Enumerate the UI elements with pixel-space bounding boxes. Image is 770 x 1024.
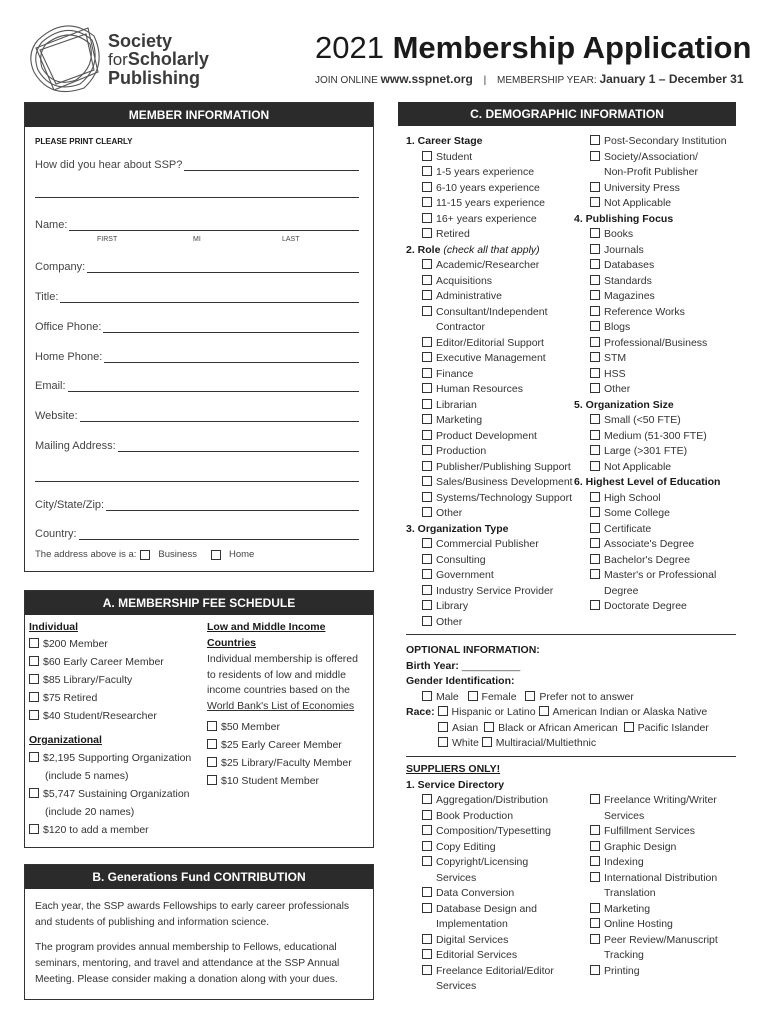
individual-fees: Individual $200 Member $60 Early Career Member $85 Library/Faculty $75 Retired $40 Student/Researcher Organizational $2,195 Supporting Organization (include 5 names) $5,747 Sustaining Organization (include 20 names) $120 to add a member xyxy=(29,619,204,839)
member-information-heading: MEMBER INFORMATION xyxy=(25,103,373,127)
org-type-option[interactable]: Not Applicable xyxy=(574,196,727,212)
service-option[interactable]: Database Design and xyxy=(406,902,554,918)
org-type-option[interactable]: University Press xyxy=(574,181,727,197)
ssp-logo xyxy=(28,20,228,94)
page-title: 2021 Membership Application xyxy=(315,30,752,65)
org-type-option[interactable]: Post-Secondary Institution xyxy=(574,134,727,150)
fee-option[interactable]: $85 Library/Faculty xyxy=(29,671,204,689)
hear-about-field[interactable]: How did you hear about SSP? xyxy=(35,159,359,171)
org-type-option[interactable]: Library xyxy=(406,599,573,615)
fee-option[interactable]: $40 Student/Researcher xyxy=(29,707,204,725)
title-field[interactable]: Title: xyxy=(35,291,359,303)
fee-option[interactable]: $200 Member xyxy=(29,635,204,653)
print-clearly-note: PLEASE PRINT CLEARLY xyxy=(35,137,133,146)
optional-information: OPTIONAL INFORMATION: Birth Year: __________ Gender Identification: Male Female Prefer not to answer Race: Hispanic or Latino American Indian or Alaska Native Asian Black or African American Pacific Islander White Multiracial/Multiethnic xyxy=(406,644,709,749)
career-option[interactable]: 6-10 years experience xyxy=(406,181,573,197)
role-option[interactable]: Executive Management xyxy=(406,351,573,367)
suppliers-left-column: SUPPLIERS ONLY! 1. Service Directory Aggregation/Distribution Book Production Composition/Typesetting Copy Editing Copyright/Licensing Services Data Conversion Database Design and Implementation Digital Services Editorial Services Freelance Editorial/Editor Services xyxy=(406,763,554,992)
org-type-option[interactable]: Other xyxy=(406,615,573,631)
race-option[interactable]: Asian xyxy=(438,722,478,734)
role-option[interactable]: Production xyxy=(406,444,573,460)
join-url-link[interactable]: www.sspnet.org xyxy=(380,72,473,86)
pub-focus-option[interactable]: Books xyxy=(574,227,727,243)
service-option[interactable]: Digital Services xyxy=(406,933,554,949)
demographic-heading: C. DEMOGRAPHIC INFORMATION xyxy=(398,102,736,126)
first-sublabel: FIRST xyxy=(97,236,118,243)
role-option[interactable]: Librarian xyxy=(406,398,573,414)
role-option[interactable]: Sales/Business Development xyxy=(406,475,573,491)
org-size-option[interactable]: Medium (51-300 FTE) xyxy=(574,429,727,445)
hear-about-line-2[interactable] xyxy=(35,197,359,198)
demographic-right-column: Post-Secondary Institution Society/Association/ Non-Profit Publisher University Press Not Applicable 4. Publishing Focus Books Journals Databases Standards Magazines Reference Works Blogs Professional/Business STM HSS Other 5. Organization Size Small (<50 FTE) Medium (51-300 FTE) Large (>301 FTE) Not Applicable 6. Highest Level of Education High School Some College Certificate Associate's Degree Bachelor's Degree Master's or Professional Degree Doctorate Degree xyxy=(574,134,727,615)
demographic-left-column: 1. Career Stage Student 1-5 years experience 6-10 years experience 11-15 years experience 16+ years experience Retired 2. Role (check all that apply) Academic/Researcher Acquisitions Administrative Consultant/Independent Contractor Editor/Editorial Support Executive Management Finance Human Resources Librarian Marketing Product Development Production Publisher/Publishing Support Sales/Business Development Systems/Technology Support Other 3. Organization Type Commercial Publisher Consulting Government Industry Service Provider Library Other xyxy=(406,134,573,630)
home-phone-field[interactable]: Home Phone: xyxy=(35,351,359,363)
gender-male[interactable]: Male xyxy=(422,691,459,703)
fee-option[interactable]: $75 Retired xyxy=(29,689,204,707)
fee-option[interactable]: $5,747 Sustaining Organization xyxy=(29,785,204,803)
fee-option[interactable]: $25 Library/Faculty Member xyxy=(207,754,371,772)
education-option[interactable]: Master's or Professional xyxy=(574,568,727,584)
service-option[interactable]: Aggregation/Distribution xyxy=(406,793,554,809)
fee-option[interactable]: $50 Member xyxy=(207,718,371,736)
service-option[interactable]: Copyright/Licensing xyxy=(406,855,554,871)
org-type-option[interactable]: Society/Association/ xyxy=(574,150,727,166)
education-option[interactable]: Certificate xyxy=(574,522,727,538)
generations-paragraph-1: Each year, the SSP awards Fellowships to early career professionals and students of publishing and information science. xyxy=(35,901,350,928)
role-option[interactable]: Academic/Researcher xyxy=(406,258,573,274)
race-option[interactable]: White xyxy=(438,737,479,749)
race-option[interactable]: Hispanic or Latino xyxy=(438,706,536,718)
fee-option[interactable]: $25 Early Career Member xyxy=(207,736,371,754)
org-size-option[interactable]: Small (<50 FTE) xyxy=(574,413,727,429)
role-option[interactable]: Finance xyxy=(406,367,573,383)
education-option[interactable]: High School xyxy=(574,491,727,507)
pub-focus-option[interactable]: HSS xyxy=(574,367,727,383)
role-option[interactable]: Human Resources xyxy=(406,382,573,398)
role-option[interactable]: Acquisitions xyxy=(406,274,573,290)
mi-sublabel: MI xyxy=(193,236,201,243)
pub-focus-option[interactable]: Databases xyxy=(574,258,727,274)
service-option[interactable]: Book Production xyxy=(406,809,554,825)
service-option[interactable]: Indexing xyxy=(574,855,718,871)
divider xyxy=(406,756,736,757)
service-option[interactable]: Peer Review/Manuscript xyxy=(574,933,718,949)
org-type-option[interactable]: Commercial Publisher xyxy=(406,537,573,553)
role-option[interactable]: Systems/Technology Support xyxy=(406,491,573,507)
service-option[interactable]: Printing xyxy=(574,964,718,980)
pub-focus-option[interactable]: STM xyxy=(574,351,727,367)
membership-fee-section xyxy=(24,590,374,848)
fee-option[interactable]: $120 to add a member xyxy=(29,821,204,839)
fee-option[interactable]: $60 Early Career Member xyxy=(29,653,204,671)
org-size-option[interactable]: Not Applicable xyxy=(574,460,727,476)
race-option[interactable]: American Indian or Alaska Native xyxy=(539,706,708,718)
generations-paragraph-2: The program provides annual membership to Fellows, educational seminars, mentoring, and travel and attendance at the SSP Annual Meeting. Please consider making a donation along with your dues. xyxy=(35,942,340,985)
career-option[interactable]: Retired xyxy=(406,227,573,243)
role-option[interactable]: Publisher/Publishing Support xyxy=(406,460,573,476)
gender-no-answer[interactable]: Prefer not to answer xyxy=(525,691,634,703)
company-field[interactable]: Company: xyxy=(35,261,359,273)
role-option[interactable]: Consultant/Independent xyxy=(406,305,573,321)
education-option[interactable]: Some College xyxy=(574,506,727,522)
pub-focus-option[interactable]: Blogs xyxy=(574,320,727,336)
birth-year-input[interactable]: __________ xyxy=(461,659,521,672)
org-size-option[interactable]: Large (>301 FTE) xyxy=(574,444,727,460)
org-type-option[interactable]: Government xyxy=(406,568,573,584)
career-option[interactable]: Student xyxy=(406,150,573,166)
ssp-logo-mark-icon xyxy=(28,20,104,94)
service-option[interactable]: International Distribution xyxy=(574,871,718,887)
generations-fund-section xyxy=(24,864,374,1000)
org-type-option[interactable]: Consulting xyxy=(406,553,573,569)
service-option[interactable]: Graphic Design xyxy=(574,840,718,856)
role-option[interactable]: Other xyxy=(406,506,573,522)
email-field[interactable]: Email: xyxy=(35,380,359,392)
role-option[interactable]: Administrative xyxy=(406,289,573,305)
career-option[interactable]: 16+ years experience xyxy=(406,212,573,228)
website-field[interactable]: Website: xyxy=(35,410,359,422)
role-option[interactable]: Editor/Editorial Support xyxy=(406,336,573,352)
member-information-section xyxy=(24,102,374,572)
service-option[interactable]: Data Conversion xyxy=(406,886,554,902)
office-phone-field[interactable]: Office Phone: xyxy=(35,321,359,333)
address-type: The address above is a: Business Home xyxy=(35,549,255,560)
service-option[interactable]: Fulfillment Services xyxy=(574,824,718,840)
education-option[interactable]: Bachelor's Degree xyxy=(574,553,727,569)
pub-focus-option[interactable]: Journals xyxy=(574,243,727,259)
race-option[interactable]: Black or African American xyxy=(484,722,618,734)
role-option[interactable]: Marketing xyxy=(406,413,573,429)
service-option[interactable]: Freelance Writing/Writer xyxy=(574,793,718,809)
divider xyxy=(406,634,736,635)
gender-female[interactable]: Female xyxy=(468,691,517,703)
pub-focus-option[interactable]: Standards xyxy=(574,274,727,290)
country-field[interactable]: Country: xyxy=(35,528,359,540)
service-option[interactable]: Freelance Editorial/Editor xyxy=(406,964,554,980)
service-option[interactable]: Copy Editing xyxy=(406,840,554,856)
pub-focus-option[interactable]: Other xyxy=(574,382,727,398)
membership-fee-heading: A. MEMBERSHIP FEE SCHEDULE xyxy=(25,591,373,615)
career-option[interactable]: 1-5 years experience xyxy=(406,165,573,181)
name-field[interactable]: Name: xyxy=(35,219,359,231)
race-option[interactable]: Multiracial/Multiethnic xyxy=(482,737,596,749)
pub-focus-option[interactable]: Magazines xyxy=(574,289,727,305)
service-option[interactable]: Online Hosting xyxy=(574,917,718,933)
org-type-option[interactable]: Industry Service Provider xyxy=(406,584,573,600)
mailing-address-line-2[interactable] xyxy=(35,481,359,482)
race-option[interactable]: Pacific Islander xyxy=(624,722,709,734)
pub-focus-option[interactable]: Professional/Business xyxy=(574,336,727,352)
mailing-address-field[interactable]: Mailing Address: xyxy=(35,440,359,452)
city-state-zip-field[interactable]: City/State/Zip: xyxy=(35,499,359,511)
suppliers-right-column: Freelance Writing/Writer Services Fulfillment Services Graphic Design Indexing International Distribution Translation Marketing Online Hosting Peer Review/Manuscript Tracking Printing xyxy=(574,793,718,979)
role-option[interactable]: Product Development xyxy=(406,429,573,445)
lmi-fees: Low and Middle Income Countries Individual membership is offered to residents of low and middle income countries based on the World Bank's List of Economies $50 Member $25 Early Career Member $25 Library/Faculty Member $10 Student Member xyxy=(207,621,371,790)
service-option[interactable]: Editorial Services xyxy=(406,948,554,964)
home-checkbox[interactable] xyxy=(211,550,221,560)
education-option[interactable]: Associate's Degree xyxy=(574,537,727,553)
world-bank-link[interactable]: World Bank's List of Economies xyxy=(207,699,355,712)
service-option[interactable]: Composition/Typesetting xyxy=(406,824,554,840)
ssp-wordmark: Society forScholarly Publishing xyxy=(108,31,209,88)
fee-option[interactable]: $10 Student Member xyxy=(207,772,371,790)
join-line: JOIN ONLINE www.sspnet.org | MEMBERSHIP YEAR: January 1 – December 31 xyxy=(315,72,744,86)
service-option[interactable]: Marketing xyxy=(574,902,718,918)
generations-fund-heading: B. Generations Fund CONTRIBUTION xyxy=(25,865,373,889)
education-option[interactable]: Doctorate Degree xyxy=(574,599,727,615)
career-option[interactable]: 11-15 years experience xyxy=(406,196,573,212)
pub-focus-option[interactable]: Reference Works xyxy=(574,305,727,321)
last-sublabel: LAST xyxy=(282,236,300,243)
fee-option[interactable]: $2,195 Supporting Organization xyxy=(29,749,204,767)
business-checkbox[interactable] xyxy=(140,550,150,560)
